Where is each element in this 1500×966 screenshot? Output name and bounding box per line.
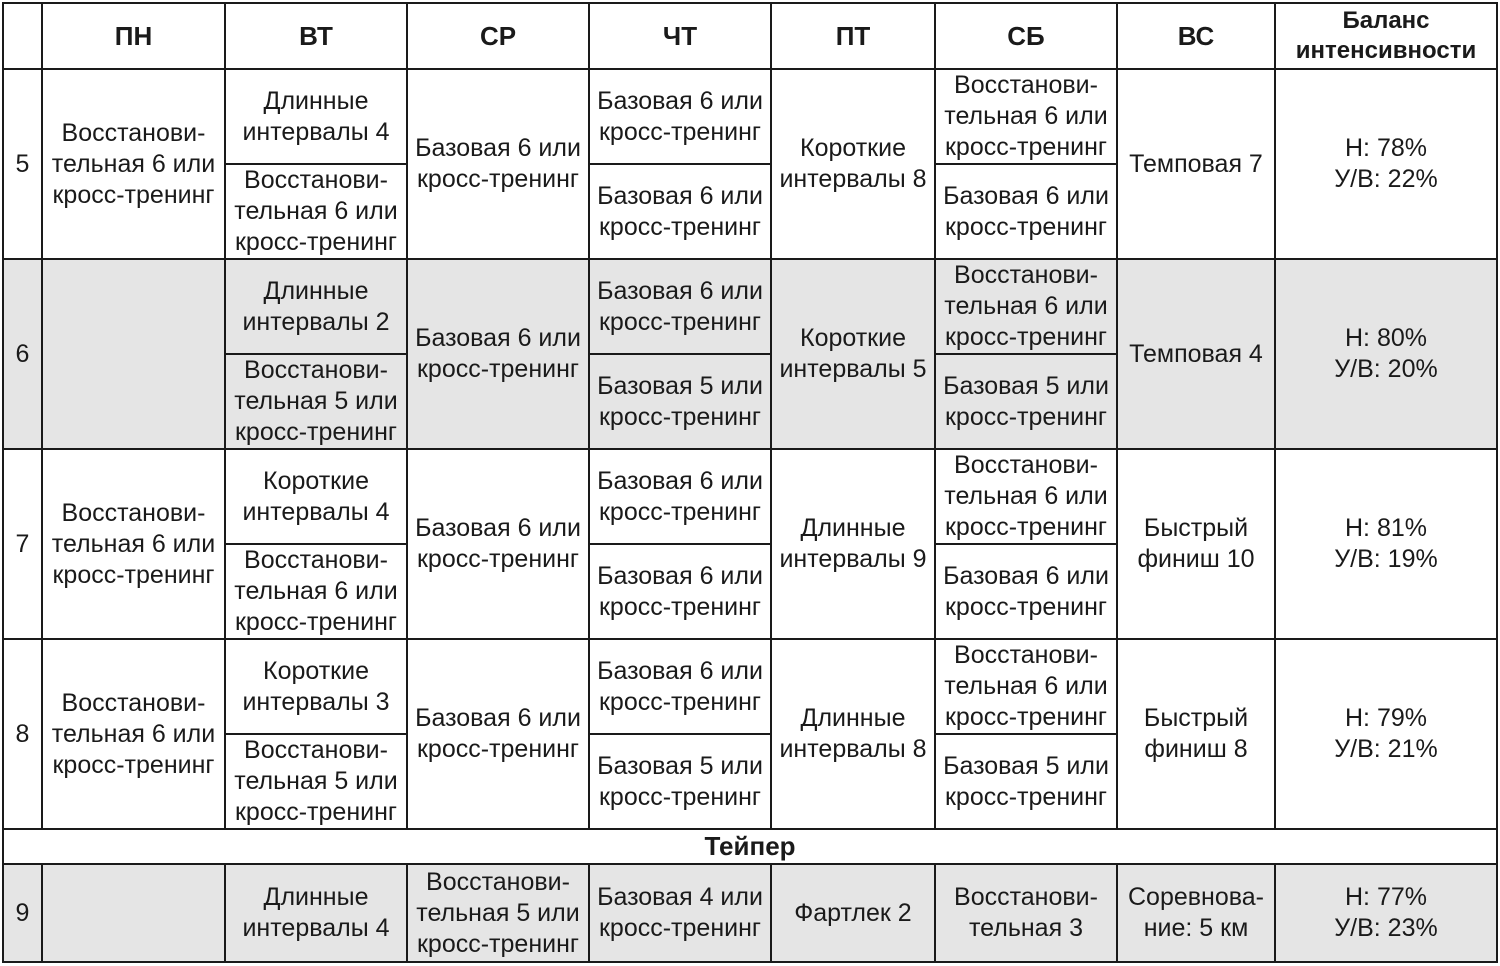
sunday-workout: Темповая 7	[1117, 69, 1275, 259]
wednesday-workout: Восстанови- тельная 5 или кросс-тренинг	[407, 864, 589, 962]
saturday-workout-2: Базовая 6 или кросс-тренинг	[935, 544, 1117, 639]
saturday-workout-1: Восстанови- тельная 6 или кросс-тренинг	[935, 69, 1117, 164]
intensity-balance: Н: 77% У/В: 23%	[1275, 864, 1497, 962]
header-intensity-balance: Баланс интенсивности	[1275, 3, 1497, 69]
saturday-workout-1: Восстанови- тельная 6 или кросс-тренинг	[935, 639, 1117, 734]
week-number: 6	[3, 259, 42, 449]
saturday-workout: Восстанови- тельная 3	[935, 864, 1117, 962]
tuesday-workout-2: Восстанови- тельная 5 или кросс-тренинг	[225, 354, 407, 449]
week-7-row-top	[3, 449, 1497, 544]
intensity-balance: Н: 79% У/В: 21%	[1275, 639, 1497, 829]
header-friday: ПТ	[771, 3, 935, 69]
week-6-row-top	[3, 259, 1497, 354]
thursday-workout-1: Базовая 6 или кросс-тренинг	[589, 69, 771, 164]
taper-divider-row	[3, 829, 1497, 864]
tuesday-workout-1: Длинные интервалы 4	[225, 69, 407, 164]
tuesday-workout-1: Короткие интервалы 3	[225, 639, 407, 734]
training-plan-table	[2, 2, 1498, 963]
saturday-workout-1: Восстанови- тельная 6 или кросс-тренинг	[935, 259, 1117, 354]
wednesday-workout: Базовая 6 или кросс-тренинг	[407, 449, 589, 639]
sunday-workout: Быстрый финиш 8	[1117, 639, 1275, 829]
saturday-workout-2: Базовая 5 или кросс-тренинг	[935, 734, 1117, 829]
friday-workout: Короткие интервалы 8	[771, 69, 935, 259]
thursday-workout-2: Базовая 5 или кросс-тренинг	[589, 354, 771, 449]
week-number: 8	[3, 639, 42, 829]
wednesday-workout: Базовая 6 или кросс-тренинг	[407, 69, 589, 259]
friday-workout: Длинные интервалы 8	[771, 639, 935, 829]
saturday-workout-1: Восстанови- тельная 6 или кросс-тренинг	[935, 449, 1117, 544]
week-8-row-top	[3, 639, 1497, 734]
monday-workout: Восстанови- тельная 6 или кросс-тренинг	[42, 69, 225, 259]
thursday-workout-2: Базовая 6 или кросс-тренинг	[589, 164, 771, 259]
header-thursday: ЧТ	[589, 3, 771, 69]
friday-workout: Фартлек 2	[771, 864, 935, 962]
week-9-row	[3, 864, 1497, 962]
tuesday-workout-2: Восстанови- тельная 6 или кросс-тренинг	[225, 164, 407, 259]
thursday-workout-1: Базовая 6 или кросс-тренинг	[589, 259, 771, 354]
tuesday-workout-2: Восстанови- тельная 5 или кросс-тренинг	[225, 734, 407, 829]
tuesday-workout-1: Длинные интервалы 2	[225, 259, 407, 354]
taper-label: Тейпер	[3, 829, 1497, 864]
monday-workout	[42, 864, 225, 962]
friday-workout: Длинные интервалы 9	[771, 449, 935, 639]
header-saturday: СБ	[935, 3, 1117, 69]
tuesday-workout-1: Короткие интервалы 4	[225, 449, 407, 544]
header-sunday: ВС	[1117, 3, 1275, 69]
wednesday-workout: Базовая 6 или кросс-тренинг	[407, 639, 589, 829]
thursday-workout-2: Базовая 5 или кросс-тренинг	[589, 734, 771, 829]
monday-workout: Восстанови- тельная 6 или кросс-тренинг	[42, 449, 225, 639]
week-number: 5	[3, 69, 42, 259]
tuesday-workout-2: Восстанови- тельная 6 или кросс-тренинг	[225, 544, 407, 639]
tuesday-workout: Длинные интервалы 4	[225, 864, 407, 962]
intensity-balance: Н: 80% У/В: 20%	[1275, 259, 1497, 449]
intensity-balance: Н: 81% У/В: 19%	[1275, 449, 1497, 639]
sunday-workout: Быстрый финиш 10	[1117, 449, 1275, 639]
thursday-workout: Базовая 4 или кросс-тренинг	[589, 864, 771, 962]
week-number: 9	[3, 864, 42, 962]
sunday-workout: Темповая 4	[1117, 259, 1275, 449]
friday-workout: Короткие интервалы 5	[771, 259, 935, 449]
monday-workout: Восстанови- тельная 6 или кросс-тренинг	[42, 639, 225, 829]
intensity-balance: Н: 78% У/В: 22%	[1275, 69, 1497, 259]
week-5-row-top	[3, 69, 1497, 164]
header-monday: ПН	[42, 3, 225, 69]
header-wednesday: СР	[407, 3, 589, 69]
saturday-workout-2: Базовая 5 или кросс-тренинг	[935, 354, 1117, 449]
saturday-workout-2: Базовая 6 или кросс-тренинг	[935, 164, 1117, 259]
week-number: 7	[3, 449, 42, 639]
wednesday-workout: Базовая 6 или кросс-тренинг	[407, 259, 589, 449]
header-row	[3, 3, 1497, 69]
thursday-workout-1: Базовая 6 или кросс-тренинг	[589, 639, 771, 734]
sunday-workout: Соревнова- ние: 5 км	[1117, 864, 1275, 962]
header-week	[3, 3, 42, 69]
monday-workout	[42, 259, 225, 449]
thursday-workout-2: Базовая 6 или кросс-тренинг	[589, 544, 771, 639]
thursday-workout-1: Базовая 6 или кросс-тренинг	[589, 449, 771, 544]
header-tuesday: ВТ	[225, 3, 407, 69]
